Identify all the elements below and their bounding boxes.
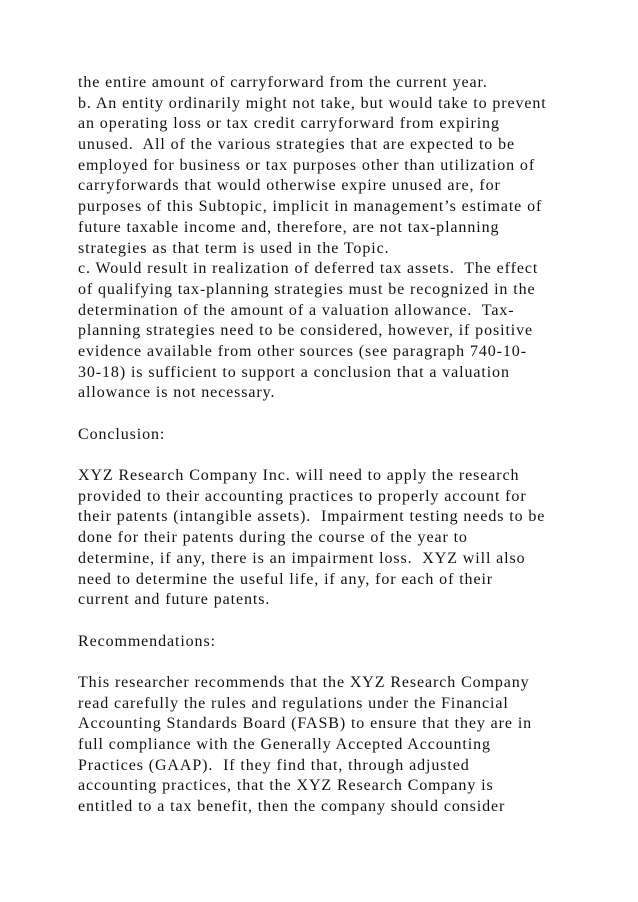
text-line: of qualifying tax-planning strategies must be recognized in the: [78, 280, 536, 298]
document-body: [78, 73, 578, 818]
text-line: planning strategies need to be considered, however, if positive: [78, 322, 534, 340]
text-line: the entire amount of carryforward from the current year.: [78, 74, 488, 91]
text-line: unused. All of the various strategies that are expected to be: [78, 136, 516, 154]
text-line: allowance is not necessary.: [78, 384, 276, 402]
text-line: Practices (GAAP). If they find that, through adjusted: [78, 756, 470, 774]
text-line: employed for business or tax purposes other than utilization of: [78, 156, 536, 174]
blank-line: [78, 404, 578, 425]
text-line: 30-18) is sufficient to support a conclusion that a valuation: [78, 363, 510, 381]
text-line: read carefully the rules and regulations under the Financial: [78, 694, 509, 712]
text-line: strategies as that term is used in the Topic.: [78, 239, 390, 257]
blank-line: [78, 445, 578, 466]
text-line: entitled to a tax benefit, then the company should consider: [78, 798, 506, 816]
text-line: provided to their accounting practices to properly account for: [78, 487, 527, 505]
conclusion-heading: Conclusion:: [78, 425, 166, 443]
text-line: Accounting Standards Board (FASB) to ensure that they are in: [78, 715, 533, 733]
text-line: evidence available from other sources (see paragraph 740-10-: [78, 342, 527, 360]
text-line: c. Would result in realization of deferred tax assets. The effect: [78, 260, 539, 278]
text-line: XYZ Research Company Inc. will need to apply the research: [78, 467, 520, 485]
text-line: b. An entity ordinarily might not take, but would take to prevent: [78, 94, 547, 112]
blank-line: [78, 652, 578, 673]
text-line: current and future patents.: [78, 591, 271, 609]
recommendations-heading: Recommendations:: [78, 632, 216, 650]
text-line: full compliance with the Generally Accepted Accounting: [78, 736, 491, 753]
text-line: their patents (intangible assets). Impairment testing needs to be: [78, 508, 546, 526]
text-line: determine, if any, there is an impairment loss. XYZ will also: [78, 549, 526, 567]
text-line: an operating loss or tax credit carryforward from expiring: [78, 115, 500, 133]
text-line: This researcher recommends that the XYZ Research Company: [78, 673, 530, 691]
text-line: done for their patents during the course of the year to: [78, 529, 468, 547]
text-line: accounting practices, that the XYZ Research Company is: [78, 777, 494, 795]
text-line: carryforwards that would otherwise expire unused are, for: [78, 177, 501, 195]
text-line: future taxable income and, therefore, are not tax-planning: [78, 218, 500, 236]
text-line: purposes of this Subtopic, implicit in management’s estimate of: [78, 198, 543, 216]
text-line: need to determine the useful life, if any, for each of their: [78, 570, 494, 588]
blank-line: [78, 611, 578, 632]
text-line: determination of the amount of a valuation allowance. Tax-: [78, 301, 515, 319]
